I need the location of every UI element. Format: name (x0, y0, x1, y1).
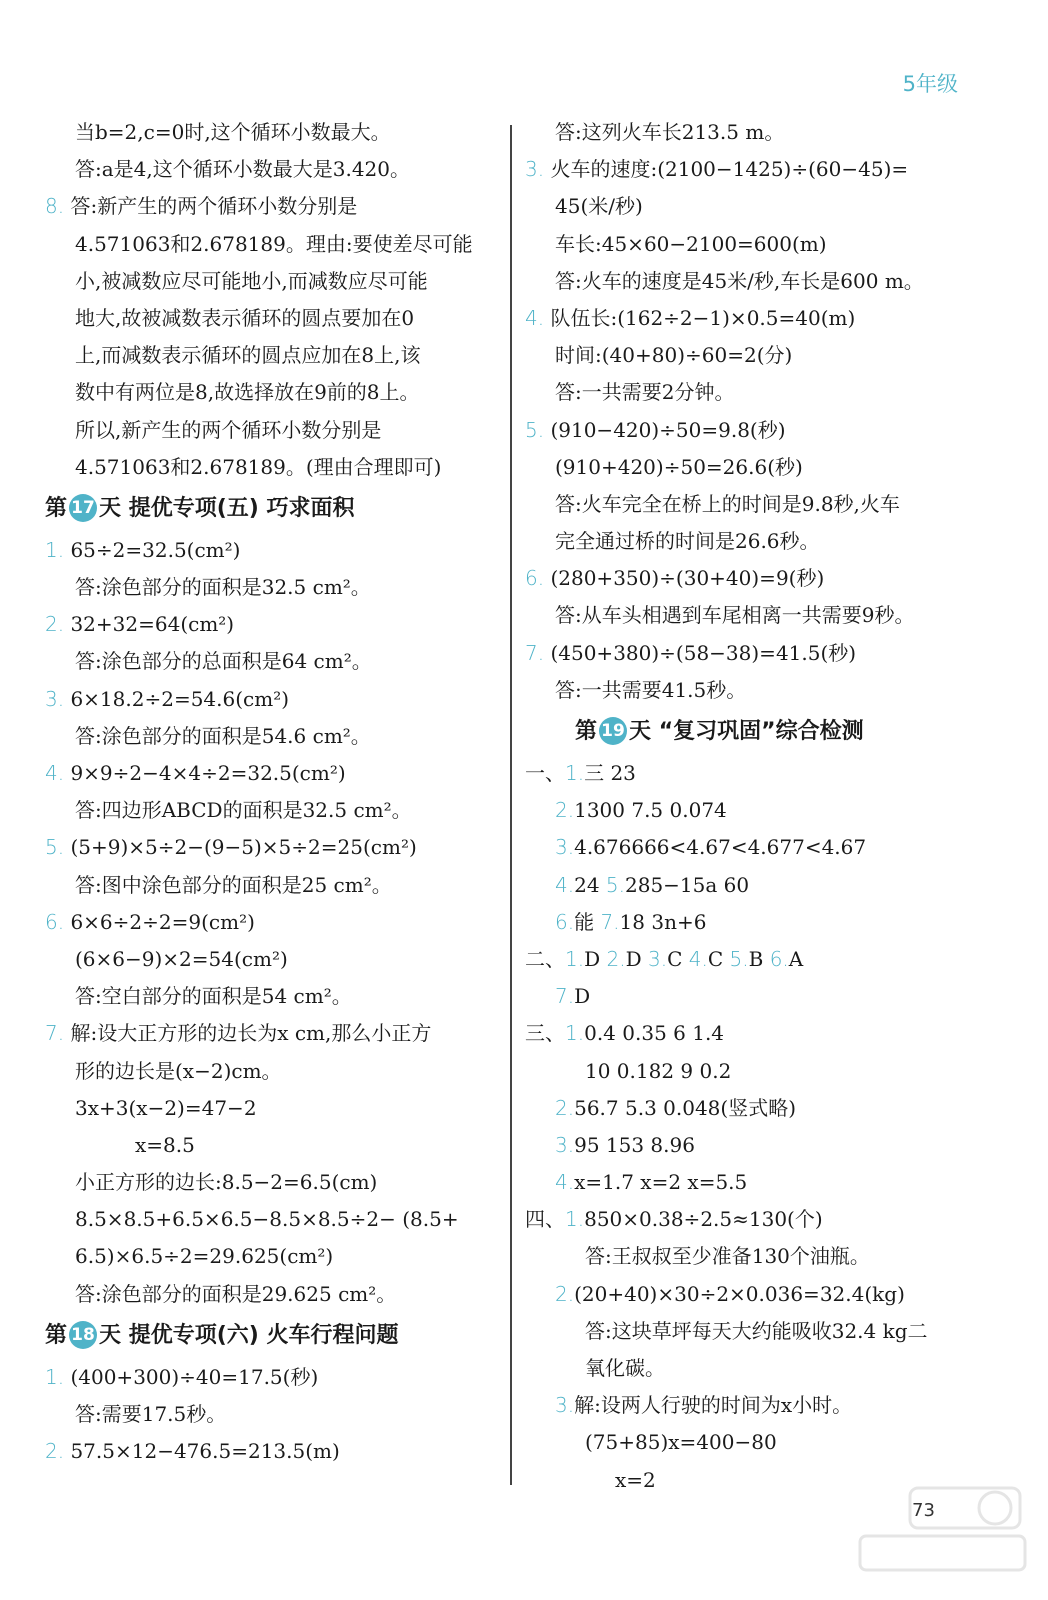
item-text: 56.7 5.3 0.048(竖式略) (574, 1095, 797, 1120)
item-number: 3. (555, 1393, 575, 1418)
item-text: (5+9)×5÷2−(9−5)×5÷2=25(cm²) (70, 835, 417, 860)
text-line: 4.571063和2.678189。理由:要使差尽可能 (75, 231, 473, 256)
text-line: 车长:45×60−2100=600(m) (555, 231, 827, 256)
item-number: 2. (555, 1281, 575, 1306)
item-text: 24 (574, 872, 606, 897)
item-text: 4.676666<4.67<4.677<4.67 (574, 835, 867, 860)
text-line: 答:一共需要41.5秒。 (555, 677, 747, 702)
item-number: 2. (45, 612, 71, 637)
item-number: 6. (525, 566, 551, 591)
item-number: 2. (555, 1095, 575, 1120)
item-text: D (625, 946, 648, 971)
item-text: 0.4 0.35 6 1.4 (584, 1021, 725, 1046)
item-number: 7. (45, 1021, 71, 1046)
text-line: x=2 (615, 1467, 656, 1492)
item-text: x=1.7 x=2 x=5.5 (574, 1170, 748, 1195)
text-line: (75+85)x=400−80 (585, 1430, 777, 1455)
answer-item (45, 755, 490, 792)
item-text: 火车的速度:(2100−1425)÷(60−45)= (550, 157, 909, 182)
text-line: 答:涂色部分的面积是54.6 cm²。 (75, 723, 371, 748)
answer-item (45, 1433, 490, 1470)
text-line: 所以,新产生的两个循环小数分别是 (75, 417, 382, 442)
heading-title: 提优专项(五) 巧求面积 (128, 495, 355, 521)
text-line: 答:这块草坪每天大约能吸收32.4 kg二 (585, 1318, 928, 1343)
text-line: 完全通过桥的时间是26.6秒。 (555, 529, 820, 554)
item-number: 2. (45, 1439, 71, 1464)
item-text: 6×18.2÷2=54.6(cm²) (70, 686, 290, 711)
item-number: 7. (525, 640, 551, 665)
answer-item (525, 635, 970, 672)
item-number: 1. (565, 761, 585, 785)
text-line: 答:从车头相遇到车尾相离一共需要9秒。 (555, 603, 915, 628)
heading-suffix: 天 (629, 719, 659, 744)
watermark-logo (820, 1478, 1030, 1578)
item-text: 95 153 8.96 (574, 1132, 695, 1157)
text-line: 10 0.182 9 0.2 (585, 1058, 732, 1083)
text-line: 形的边长是(x−2)cm。 (75, 1058, 282, 1083)
item-text: 答:新产生的两个循环小数分别是 (70, 194, 358, 219)
item-text: 32+32=64(cm²) (70, 612, 235, 637)
item-text: B (748, 946, 770, 971)
text-line: 答:火车的速度是45米/秒,车长是600 m。 (555, 268, 924, 293)
answer-line (525, 1127, 970, 1164)
answer-line (525, 1387, 970, 1424)
text-line: 8.5×8.5+6.5×6.5−8.5×8.5÷2− (8.5+ (75, 1207, 459, 1232)
day-badge: 17 (69, 494, 97, 522)
item-number: 7. (600, 909, 620, 934)
day-badge: 18 (69, 1321, 97, 1349)
item-text: 三、 (525, 1021, 565, 1046)
text-line: 上,而减数表示循环的圆点应加在8上,该 (75, 343, 421, 368)
text-line: 45(米/秒) (555, 194, 643, 219)
text-line: x=8.5 (135, 1132, 195, 1157)
item-number: 5. (605, 872, 625, 897)
item-number: 7. (555, 984, 575, 1009)
answer-line (525, 1201, 970, 1238)
answer-item (45, 532, 490, 569)
item-text: D (584, 946, 607, 971)
section-heading (45, 488, 490, 530)
text-line: 地大,故被减数表示循环的圆点要加在0 (75, 305, 415, 330)
text-line: 6.5)×6.5÷2=29.625(cm²) (75, 1244, 334, 1269)
text-line: 答:涂色部分的面积是32.5 cm²。 (75, 575, 371, 600)
item-text: 解:设大正方形的边长为x cm,那么小正方 (70, 1021, 432, 1046)
text-line: 答:四边形ABCD的面积是32.5 cm²。 (75, 798, 412, 823)
item-number: 4. (555, 1170, 575, 1195)
item-text: 850×0.38÷2.5≈130(个) (584, 1207, 823, 1232)
item-text: 队伍长:(162÷2−1)×0.5=40(m) (550, 305, 856, 330)
item-text: (910−420)÷50=9.8(秒) (550, 417, 786, 442)
day-badge: 19 (599, 717, 627, 745)
item-text: D (574, 984, 591, 1009)
answer-line (525, 829, 970, 866)
item-number: 5. (45, 835, 71, 860)
text-line: (910+420)÷50=26.6(秒) (555, 454, 803, 479)
left-column (45, 114, 490, 1470)
item-text: 四、 (525, 1207, 565, 1232)
item-text: C (667, 946, 689, 971)
item-number: 3. (648, 946, 668, 971)
right-column (525, 114, 970, 1499)
item-number: 4. (688, 946, 708, 971)
text-line: 答:a是4,这个循环小数最大是3.420。 (75, 157, 410, 182)
heading-prefix: 第 (45, 495, 68, 521)
answer-item (525, 560, 970, 597)
text-line: 答:火车完全在桥上的时间是9.8秒,火车 (555, 491, 900, 516)
item-text: (20+40)×30÷2×0.036=32.4(kg) (574, 1281, 905, 1306)
text-line: 小,被减数应尽可能地小,而减数应尽可能 (75, 268, 428, 293)
item-number: 4. (45, 761, 71, 785)
item-text: 一、 (525, 761, 565, 785)
item-number: 6. (555, 909, 575, 934)
item-number: 1. (565, 1207, 585, 1232)
item-number: 1. (45, 1364, 71, 1389)
item-number: 6. (769, 946, 789, 971)
text-line: 氧化碳。 (585, 1356, 665, 1380)
item-text: 285−15a 60 (625, 872, 750, 897)
item-text: (450+380)÷(58−38)=41.5(秒) (550, 640, 857, 665)
answer-line (525, 1015, 970, 1052)
answer-line (525, 941, 970, 978)
column-divider (510, 125, 512, 1485)
item-text: 57.5×12−476.5=213.5(m) (70, 1439, 340, 1464)
text-line: 答:需要17.5秒。 (75, 1402, 227, 1426)
item-text: C (707, 946, 730, 971)
item-text: 65÷2=32.5(cm²) (70, 537, 241, 562)
answer-line (525, 904, 970, 941)
heading-suffix: 天 (99, 495, 129, 521)
item-text: (280+350)÷(30+40)=9(秒) (550, 566, 825, 591)
item-number: 1. (45, 537, 71, 562)
answer-item (45, 681, 490, 718)
item-text: (400+300)÷40=17.5(秒) (70, 1364, 319, 1389)
text-line: 答:一共需要2分钟。 (555, 380, 735, 405)
answer-item (45, 904, 490, 941)
item-number: 1. (565, 946, 585, 971)
grade-label: 5年级 (902, 72, 958, 96)
answer-line (525, 1164, 970, 1201)
item-number: 4. (525, 305, 551, 330)
text-line: 答:涂色部分的总面积是64 cm²。 (75, 649, 372, 674)
item-number: 4. (555, 872, 575, 897)
answer-item (525, 412, 970, 449)
answer-item (525, 300, 970, 337)
item-text: 解:设两人行驶的时间为x小时。 (574, 1393, 853, 1418)
item-text: 三 23 (584, 761, 636, 785)
answer-item (45, 1359, 490, 1396)
answer-line (525, 792, 970, 829)
item-number: 2. (555, 798, 575, 823)
item-number: 3. (555, 1132, 575, 1157)
item-text: 6×6÷2÷2=9(cm²) (70, 909, 255, 934)
item-number: 3. (45, 686, 71, 711)
answer-item (45, 1015, 490, 1052)
item-text: 18 3n+6 (619, 909, 707, 934)
item-number: 8. (45, 194, 71, 219)
text-line: 4.571063和2.678189。(理由合理即可) (75, 454, 442, 479)
text-line: 答:这列火车长213.5 m。 (555, 120, 785, 144)
text-line: 小正方形的边长:8.5−2=6.5(cm) (75, 1170, 378, 1195)
text-line: 数中有两位是8,故选择放在9前的8上。 (75, 380, 420, 405)
heading-prefix: 第 (575, 719, 598, 744)
answer-item (45, 829, 490, 866)
section-heading (525, 711, 970, 753)
item-number: 2. (606, 946, 626, 971)
item-number: 5. (729, 946, 749, 971)
text-line: 答:图中涂色部分的面积是25 cm²。 (75, 872, 392, 897)
answer-line (525, 1276, 970, 1313)
text-line: 当b=2,c=0时,这个循环小数最大。 (75, 120, 391, 144)
text-line: 答:空白部分的面积是54 cm²。 (75, 984, 352, 1009)
text-line: (6×6−9)×2=54(cm²) (75, 946, 288, 971)
heading-title: 提优专项(六) 火车行程问题 (128, 1322, 399, 1348)
item-number: 3. (555, 835, 575, 860)
item-text: 能 (574, 909, 601, 934)
answer-line (525, 978, 970, 1015)
item-text: 1300 7.5 0.074 (574, 798, 727, 823)
answer-item (45, 606, 490, 643)
item-text: 二、 (525, 946, 565, 971)
item-number: 5. (525, 417, 551, 442)
section-heading (45, 1315, 490, 1357)
answer-line (525, 1090, 970, 1127)
item-number: 3. (525, 157, 551, 182)
answer-line (525, 755, 970, 792)
item-number: 1. (565, 1021, 585, 1046)
heading-suffix: 天 (99, 1322, 129, 1348)
item-text: A (788, 946, 804, 971)
heading-prefix: 第 (45, 1322, 68, 1348)
text-line: 答:王叔叔至少准备130个油瓶。 (585, 1244, 870, 1269)
text-line: 答:涂色部分的面积是29.625 cm²。 (75, 1281, 397, 1306)
answer-line (525, 867, 970, 904)
text-line: 3x+3(x−2)=47−2 (75, 1095, 257, 1120)
item-number: 6. (45, 909, 71, 934)
item-text: 9×9÷2−4×4÷2=32.5(cm²) (70, 761, 346, 785)
text-line: 时间:(40+80)÷60=2(分) (555, 343, 793, 368)
answer-item (525, 151, 970, 188)
page-number: 73 (912, 1500, 935, 1521)
heading-title: “复习巩固”综合检测 (658, 719, 864, 744)
answer-item (45, 188, 490, 225)
